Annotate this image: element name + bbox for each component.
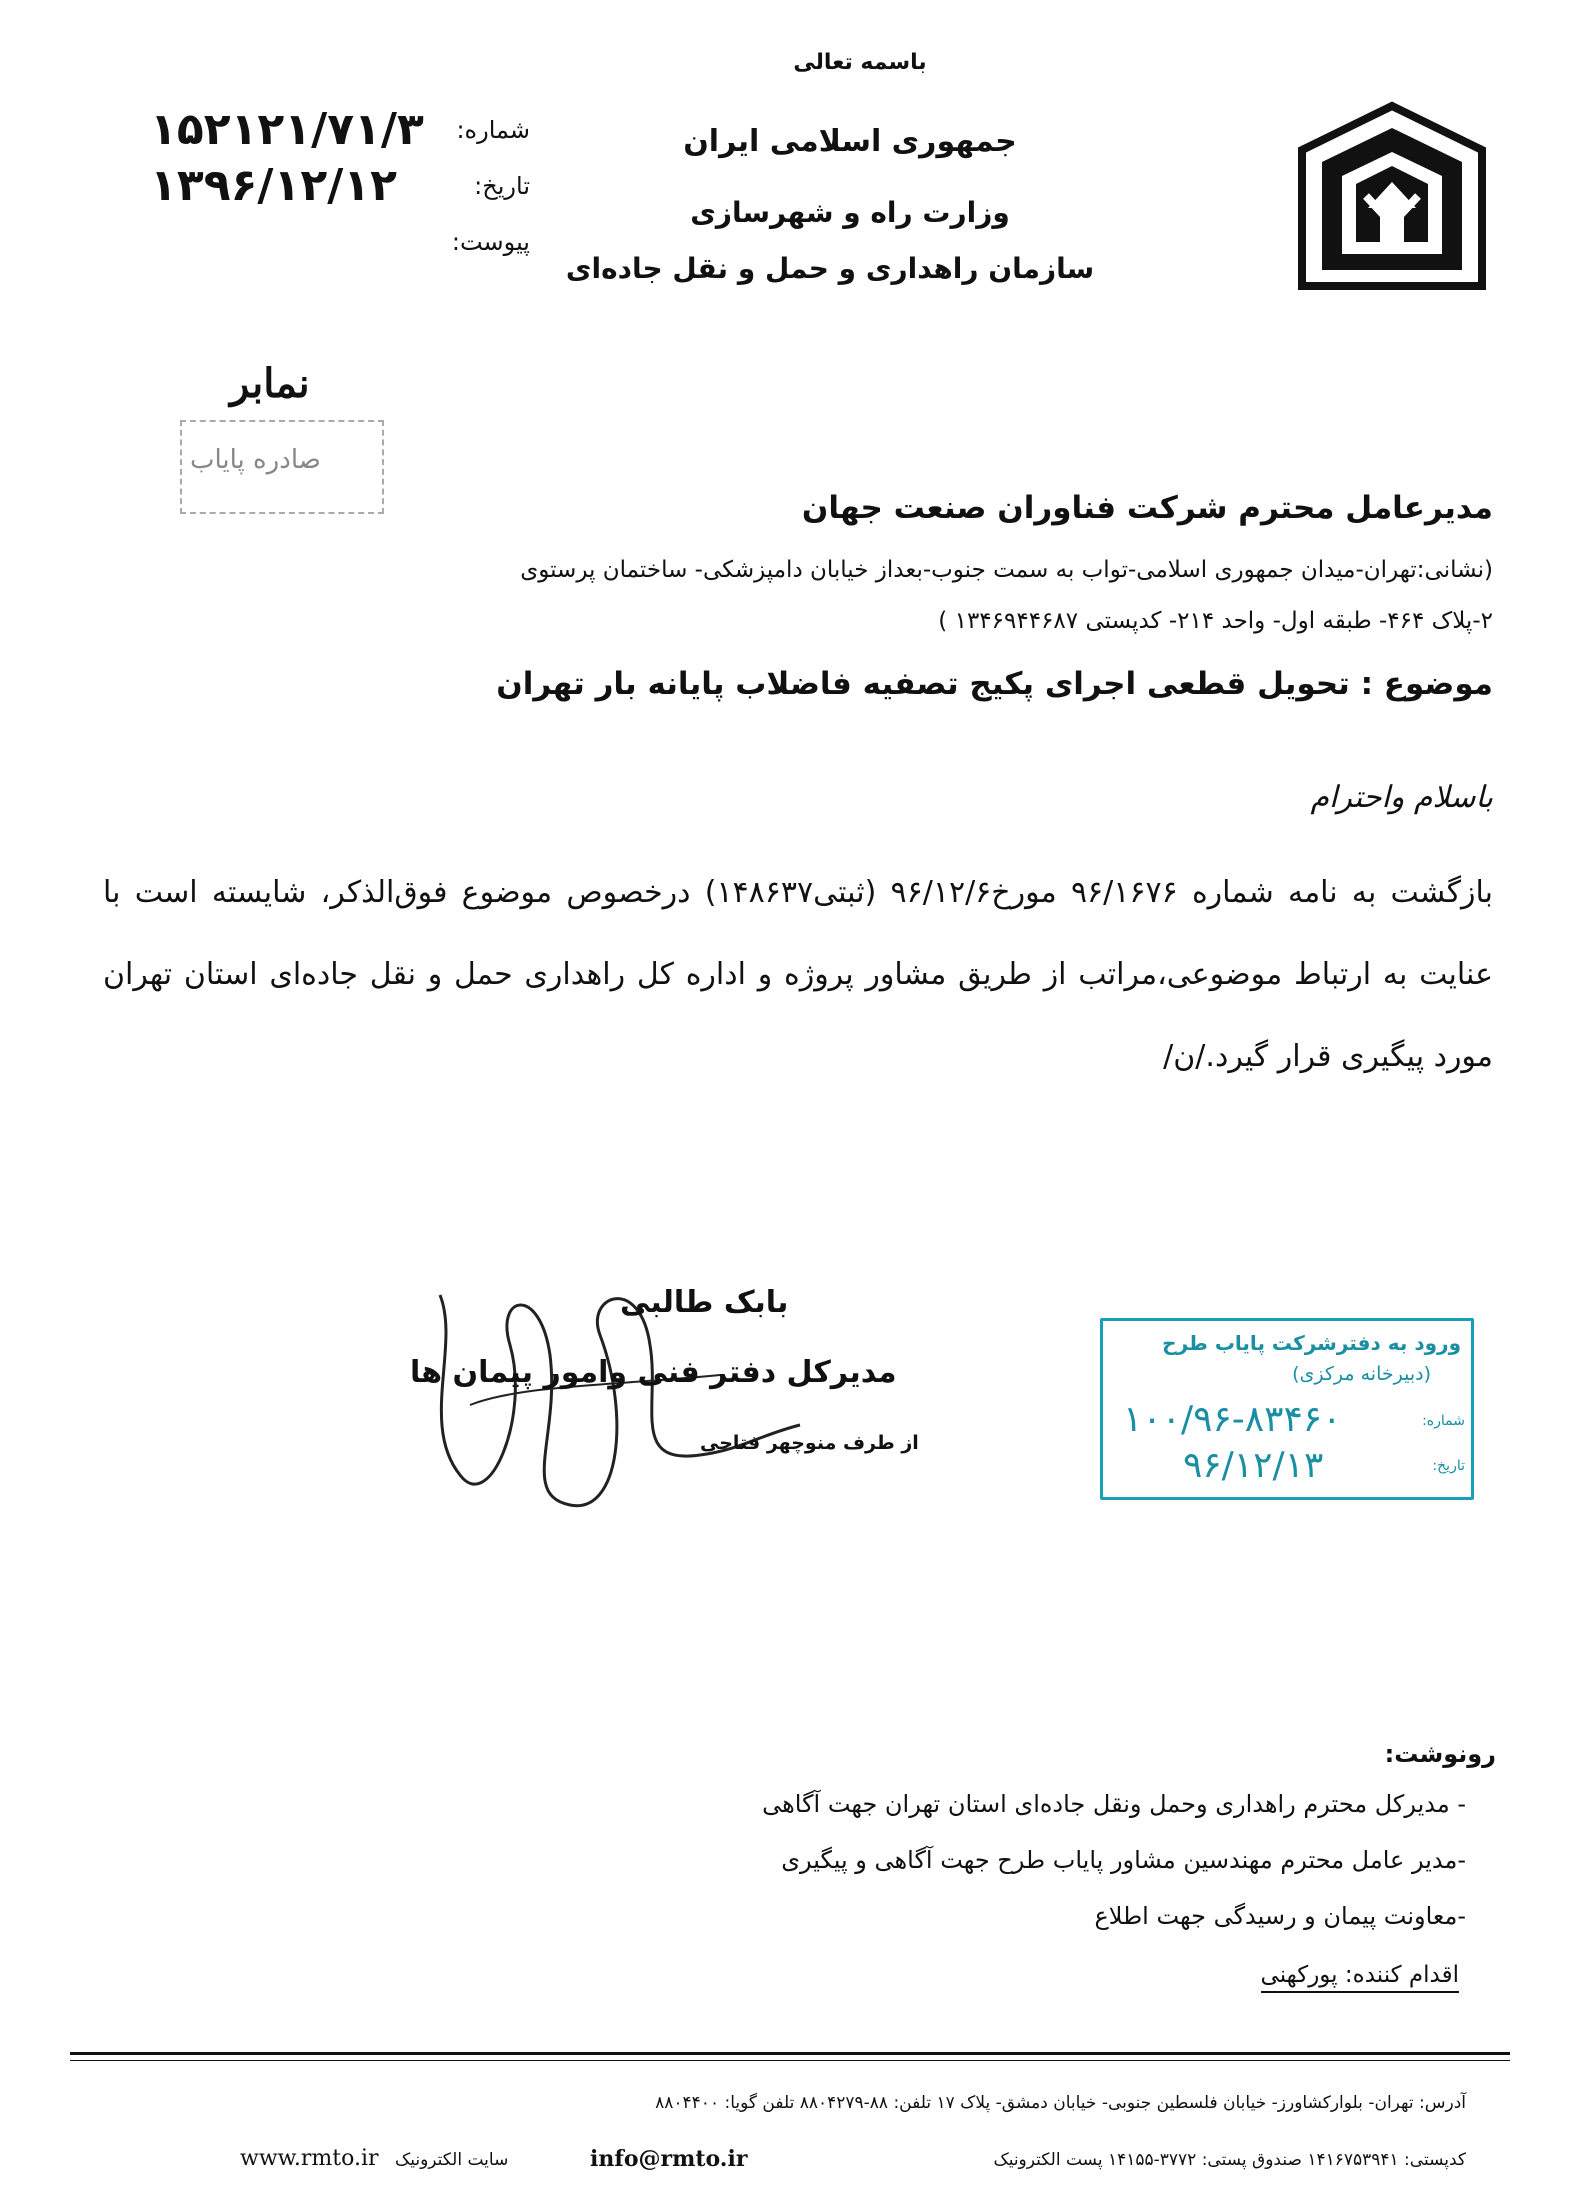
on-behalf-of: از طرف منوچهر فتاحی xyxy=(700,1432,919,1454)
action-by: اقدام کننده: پورکهنی xyxy=(1261,1962,1459,1993)
handwritten-fax-note: نمابر xyxy=(230,360,310,407)
footer-website-label: سایت الکترونیک xyxy=(395,2150,509,2170)
cc-heading: رونوشت: xyxy=(1384,1740,1496,1768)
receipt-stamp-subtitle: (دبیرخانه مرکزی) xyxy=(1292,1363,1431,1385)
cc-item: -مدیر عامل محترم مهندسین مشاور پایاب طرح جهت آگاهی و پیگیری xyxy=(781,1846,1466,1874)
number-label: شماره: xyxy=(456,116,530,144)
addressee: مدیرعامل محترم شرکت فناوران صنعت جهان xyxy=(801,490,1493,526)
footer-website-link[interactable]: www.rmto.ir xyxy=(240,2146,379,2171)
reference-block xyxy=(150,104,530,272)
ministry-name: وزارت راه و شهرسازی xyxy=(690,196,1010,229)
footer-rule xyxy=(70,2052,1510,2055)
footer-address: آدرس: تهران- بلوارکشاورز- خیابان فلسطین جنوبی- خیابان دمشق- پلاک ۱۷ تلفن: ۸۸-۸۸۰۴۲۷۹ تلفن گویا: ۸۸۰۴۴۰۰ xyxy=(655,2093,1466,2113)
footer-postal: کدپستی: ۱۴۱۶۷۵۳۹۴۱ صندوق پستی: ۳۷۷۲-۱۴۱۵۵ پست الکترونیک xyxy=(993,2150,1466,2170)
organization-name: سازمان راهداری و حمل و نقل جاده‌ای xyxy=(565,252,1095,285)
basmala: باسمه تعالی xyxy=(793,50,927,75)
footer-email-link[interactable]: info@rmto.ir xyxy=(590,2146,748,2172)
letter-body: بازگشت به نامه شماره ۹۶/۱۶۷۶ مورخ۹۶/۱۲/۶ (ثبتی۱۴۸۶۳۷) درخصوص موضوع فوق‌الذکر، شایسته است با عنایت به ارتباط موضوعی،مراتب از طریق مشاور پروژه و اداره کل راهداری حمل و نقل جاده‌ای استان تهران مورد پیگیری قرار گیرد./ن/ xyxy=(103,875,1493,1074)
cc-item: -معاونت پیمان و رسیدگی جهت اطلاع xyxy=(1094,1902,1466,1930)
receipt-stamp-title: ورود به دفترشرکت پایاب طرح xyxy=(1162,1331,1461,1355)
rmto-logo-icon xyxy=(1296,100,1488,292)
date-label: تاریخ: xyxy=(474,172,530,200)
margin-stamp-text: صادره پایاب xyxy=(190,445,321,475)
address-line-1: (نشانی:تهران-میدان جمهوری اسلامی-تواب به سمت جنوب-بعداز خیابان دامپزشکی- ساختمان پرستوی xyxy=(520,557,1493,583)
subject-line: موضوع : تحویل قطعی اجرای پکیج تصفیه فاضلاب پایانه بار تهران xyxy=(496,666,1493,702)
country-name: جمهوری اسلامی ایران xyxy=(683,124,1017,159)
footer-rule-thin xyxy=(70,2060,1510,2061)
address-line-2: ۲-پلاک ۴۶۴- طبقه اول- واحد ۲۱۴- کدپستی ۱۳۴۶۹۴۴۶۸۷ ) xyxy=(938,608,1493,634)
receipt-date-label: تاریخ: xyxy=(1432,1458,1465,1474)
receipt-stamp xyxy=(1100,1318,1474,1500)
signatory-title: مدیرکل دفتر فنی وامور پیمان ها xyxy=(410,1355,897,1390)
letter-date: ۱۳۹۶/۱۲/۱۲ xyxy=(150,160,397,211)
letter-number: ۱۵۲۱۲۱/۷۱/۳ xyxy=(150,104,424,155)
receipt-number-label: شماره: xyxy=(1422,1413,1465,1429)
receipt-date: ۹۶/۱۲/۱۳ xyxy=(1183,1445,1324,1486)
salutation: باسلام واحترام xyxy=(1310,780,1493,815)
receipt-number: ۱۰۰/۹۶-۸۳۴۶۰ xyxy=(1123,1399,1342,1440)
signatory-name: بابک طالبی xyxy=(620,1285,789,1320)
attachment-label: پیوست: xyxy=(451,228,530,256)
cc-item: - مدیرکل محترم راهداری وحمل ونقل جاده‌ای استان تهران جهت آگاهی xyxy=(762,1790,1466,1818)
